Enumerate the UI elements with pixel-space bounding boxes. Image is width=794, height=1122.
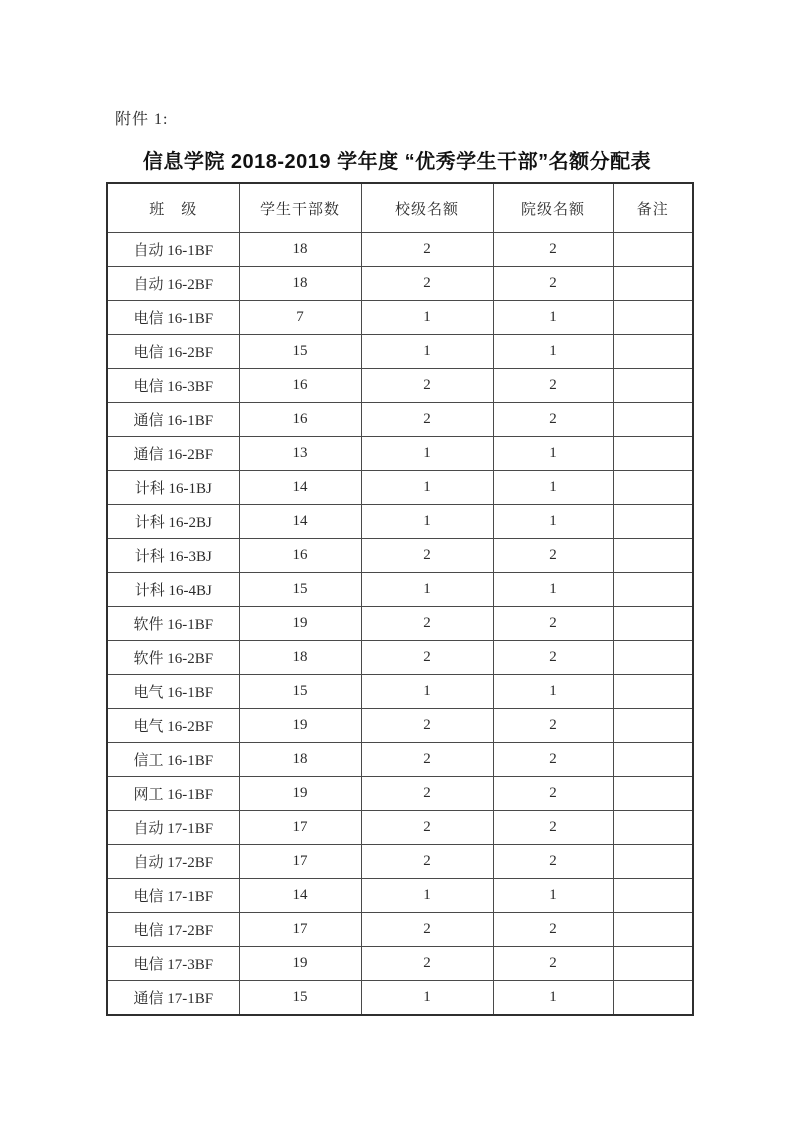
table-cell (613, 539, 693, 573)
table-cell: 2 (493, 811, 613, 845)
table-cell: 电信 16-1BF (107, 301, 239, 335)
table-cell: 15 (239, 335, 361, 369)
header-college-quota: 院级名额 (493, 183, 613, 233)
table-cell: 2 (361, 607, 493, 641)
table-cell: 1 (493, 505, 613, 539)
table-cell: 1 (361, 879, 493, 913)
table-cell: 2 (493, 947, 613, 981)
table-cell: 1 (493, 981, 613, 1016)
table-cell: 软件 16-1BF (107, 607, 239, 641)
table-cell: 自动 17-1BF (107, 811, 239, 845)
table-cell (613, 675, 693, 709)
table-row (107, 573, 693, 607)
table-cell: 2 (493, 777, 613, 811)
table-cell: 2 (361, 233, 493, 267)
table-cell: 15 (239, 573, 361, 607)
table-cell: 2 (361, 709, 493, 743)
table-row (107, 403, 693, 437)
header-remarks: 备注 (613, 183, 693, 233)
table-cell (613, 607, 693, 641)
table-cell: 16 (239, 539, 361, 573)
table-cell: 2 (493, 607, 613, 641)
header-cadre-count: 学生干部数 (239, 183, 361, 233)
table-cell: 2 (493, 267, 613, 301)
table-cell: 18 (239, 267, 361, 301)
table-cell (613, 505, 693, 539)
table-cell: 1 (493, 471, 613, 505)
table-cell: 2 (361, 743, 493, 777)
table-row (107, 947, 693, 981)
table-cell: 自动 16-1BF (107, 233, 239, 267)
table-cell: 1 (361, 981, 493, 1016)
table-cell: 18 (239, 743, 361, 777)
table-cell: 1 (361, 573, 493, 607)
table-cell: 1 (361, 335, 493, 369)
table-cell: 16 (239, 403, 361, 437)
table-row (107, 879, 693, 913)
table-cell (613, 471, 693, 505)
table-cell: 17 (239, 811, 361, 845)
table-cell: 2 (493, 641, 613, 675)
table-cell (613, 369, 693, 403)
table-row (107, 607, 693, 641)
table-cell: 2 (361, 913, 493, 947)
table-cell: 计科 16-4BJ (107, 573, 239, 607)
table-cell (613, 233, 693, 267)
table-cell: 7 (239, 301, 361, 335)
table-cell: 2 (493, 913, 613, 947)
table-cell: 2 (361, 267, 493, 301)
table-cell: 14 (239, 505, 361, 539)
header-class: 班 级 (107, 183, 239, 233)
table-row (107, 369, 693, 403)
table-cell: 18 (239, 641, 361, 675)
table-row (107, 335, 693, 369)
table-cell: 14 (239, 879, 361, 913)
table-cell: 1 (361, 471, 493, 505)
table-row (107, 675, 693, 709)
table-cell: 1 (361, 505, 493, 539)
table-body (107, 233, 693, 1016)
table-cell: 2 (493, 369, 613, 403)
table-row (107, 641, 693, 675)
table-cell: 2 (361, 539, 493, 573)
table-cell (613, 879, 693, 913)
table-cell: 1 (493, 675, 613, 709)
table-cell: 1 (361, 301, 493, 335)
table-cell: 2 (493, 743, 613, 777)
table-cell (613, 811, 693, 845)
table-cell (613, 947, 693, 981)
table-cell: 2 (361, 845, 493, 879)
attachment-label: 附件 1: (115, 111, 169, 128)
table-cell: 计科 16-2BJ (107, 505, 239, 539)
table-cell (613, 709, 693, 743)
table-cell: 2 (361, 947, 493, 981)
table-cell (613, 267, 693, 301)
table-row (107, 437, 693, 471)
table-cell: 2 (361, 403, 493, 437)
table-cell (613, 437, 693, 471)
table-cell: 2 (361, 369, 493, 403)
table-cell: 2 (493, 709, 613, 743)
table-cell: 2 (493, 539, 613, 573)
table-row (107, 301, 693, 335)
table-row (107, 471, 693, 505)
table-cell (613, 403, 693, 437)
table-cell: 网工 16-1BF (107, 777, 239, 811)
table-cell: 16 (239, 369, 361, 403)
table-row (107, 539, 693, 573)
table-cell: 19 (239, 607, 361, 641)
table-cell: 13 (239, 437, 361, 471)
table-cell: 2 (493, 403, 613, 437)
table-cell: 信工 16-1BF (107, 743, 239, 777)
table-row (107, 777, 693, 811)
table-cell: 14 (239, 471, 361, 505)
table-cell: 电信 17-2BF (107, 913, 239, 947)
table-header-row (107, 183, 693, 233)
table-cell: 电信 16-3BF (107, 369, 239, 403)
table-row (107, 709, 693, 743)
table-cell: 1 (493, 335, 613, 369)
table-cell: 电信 16-2BF (107, 335, 239, 369)
header-school-quota: 校级名额 (361, 183, 493, 233)
table-cell: 电信 17-1BF (107, 879, 239, 913)
table-cell: 15 (239, 981, 361, 1016)
table-cell (613, 335, 693, 369)
table-cell: 1 (493, 437, 613, 471)
table-cell: 2 (493, 845, 613, 879)
table-cell: 1 (493, 573, 613, 607)
table-cell (613, 641, 693, 675)
table-row (107, 233, 693, 267)
table-cell: 计科 16-1BJ (107, 471, 239, 505)
table-cell: 19 (239, 777, 361, 811)
table-row (107, 981, 693, 1016)
table-cell: 电气 16-2BF (107, 709, 239, 743)
table-cell: 通信 16-2BF (107, 437, 239, 471)
table-cell: 1 (361, 437, 493, 471)
table-row (107, 743, 693, 777)
table-cell (613, 301, 693, 335)
table-cell: 2 (361, 777, 493, 811)
table-row (107, 811, 693, 845)
table-cell (613, 913, 693, 947)
table-cell: 2 (361, 641, 493, 675)
table-cell: 1 (493, 301, 613, 335)
table-cell (613, 845, 693, 879)
table-cell: 电气 16-1BF (107, 675, 239, 709)
page-title: 信息学院 2018-2019 学年度 “优秀学生干部”名额分配表 (142, 151, 652, 173)
table-cell: 17 (239, 845, 361, 879)
table-row (107, 913, 693, 947)
table-cell: 自动 17-2BF (107, 845, 239, 879)
quota-allocation-table (106, 182, 694, 1016)
table-cell: 软件 16-2BF (107, 641, 239, 675)
table-cell (613, 743, 693, 777)
table-row (107, 267, 693, 301)
table-cell (613, 777, 693, 811)
table-cell: 19 (239, 709, 361, 743)
table-cell (613, 573, 693, 607)
table-cell (613, 981, 693, 1016)
table-cell: 2 (493, 233, 613, 267)
table-cell: 电信 17-3BF (107, 947, 239, 981)
table-cell: 计科 16-3BJ (107, 539, 239, 573)
table-cell: 通信 17-1BF (107, 981, 239, 1016)
table-row (107, 845, 693, 879)
table-cell: 19 (239, 947, 361, 981)
table-cell: 通信 16-1BF (107, 403, 239, 437)
table-cell: 18 (239, 233, 361, 267)
table-cell: 1 (493, 879, 613, 913)
table-cell: 自动 16-2BF (107, 267, 239, 301)
table-cell: 15 (239, 675, 361, 709)
table-row (107, 505, 693, 539)
table-cell: 1 (361, 675, 493, 709)
table-cell: 2 (361, 811, 493, 845)
table-cell: 17 (239, 913, 361, 947)
